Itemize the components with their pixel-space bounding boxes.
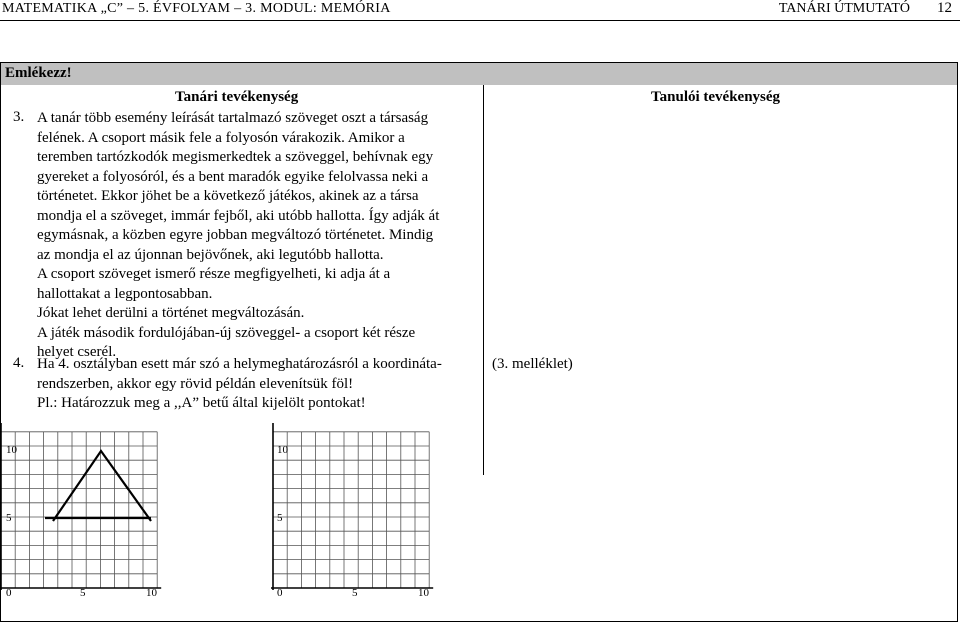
item4-line: Ha 4. osztályban esett már szó a helymeghatározásról a koordináta-	[37, 356, 442, 372]
grids-svg	[1, 63, 957, 621]
right-y-label-0: 0	[277, 587, 283, 599]
right-x-label-10: 10	[418, 587, 429, 599]
item3-line: felének. A csoport másik fele a folyosón várakozik. Amikor a	[37, 129, 405, 146]
item3-line: az mondja el az újonnan bejövőnek, aki legutóbb hallotta.	[37, 246, 384, 263]
left-y-label-10: 10	[6, 444, 17, 456]
right-y-label-5: 5	[277, 512, 283, 524]
left-x-label-5: 5	[80, 587, 86, 599]
page-number: 12	[937, 0, 952, 16]
left-y-label-0: 0	[6, 587, 12, 599]
item3-line: gyereket a folyosóról, és a bent maradók egyike felolvassa neki a	[37, 168, 429, 185]
item3-line: történetet. Ekkor jöhet be a következő játékos, akinek az a társa	[37, 188, 419, 204]
header-guide-label: TANÁRI ÚTMUTATÓ	[778, 1, 910, 16]
item4-line: rendszerben, akkor egy rövid példán elevenítsük föl!	[37, 375, 354, 392]
item3-line: Jókat lehet derülni a történet megváltozásán.	[37, 305, 305, 321]
right-grid-lines	[271, 423, 433, 590]
item3-line: mondja el a szöveget, immár fejből, aki utóbb hallotta. Így adják át	[37, 207, 440, 224]
item3-line: A játék második fordulójában-új szöveggel- a csoport két része	[37, 324, 416, 341]
page-header	[0, 0, 960, 22]
header-title: MATEMATIKA „C” – 5. ÉVFOLYAM – 3. MODUL: MEMÓRIA	[2, 1, 391, 16]
item3-line: hallottakat a legpontosabban.	[37, 285, 213, 302]
item3-line: helyet cserél.	[37, 344, 117, 360]
right-x-label-5: 5	[352, 587, 358, 599]
right-y-label-10: 10	[277, 444, 288, 456]
item-4-number: 4.	[13, 355, 25, 371]
item4-line: Pl.: Határozzuk meg a ,,A” betű által kijelölt pontokat!	[37, 395, 366, 411]
header-rule	[0, 20, 960, 21]
left-grid-lines	[1, 423, 161, 590]
appendix-note: (3. melléklet)	[492, 356, 573, 372]
teacher-column-title: Tanári tevékenység	[175, 89, 299, 105]
left-x-label-10: 10	[146, 587, 157, 599]
item3-line: A tanár több esemény leírását tartalmazó szöveget oszt a társaság	[37, 110, 429, 126]
item3-line: egymásnak, a közben egyre jobban megváltozó történetet. Mindig	[37, 227, 434, 243]
left-y-label-5: 5	[6, 512, 12, 524]
item-3-number: 3.	[13, 109, 25, 125]
activity-table	[0, 62, 958, 622]
letter-a-shape	[53, 451, 151, 521]
section-title: Emlékezz!	[5, 65, 72, 81]
item3-line: teremben tartózkodók megismerkedtek a szöveggel, behívnak egy	[37, 149, 434, 165]
student-column-title: Tanulói tevékenység	[651, 89, 781, 105]
item3-line: A csoport szöveget ismerő része megfigyelheti, ki adja át a	[37, 266, 391, 282]
